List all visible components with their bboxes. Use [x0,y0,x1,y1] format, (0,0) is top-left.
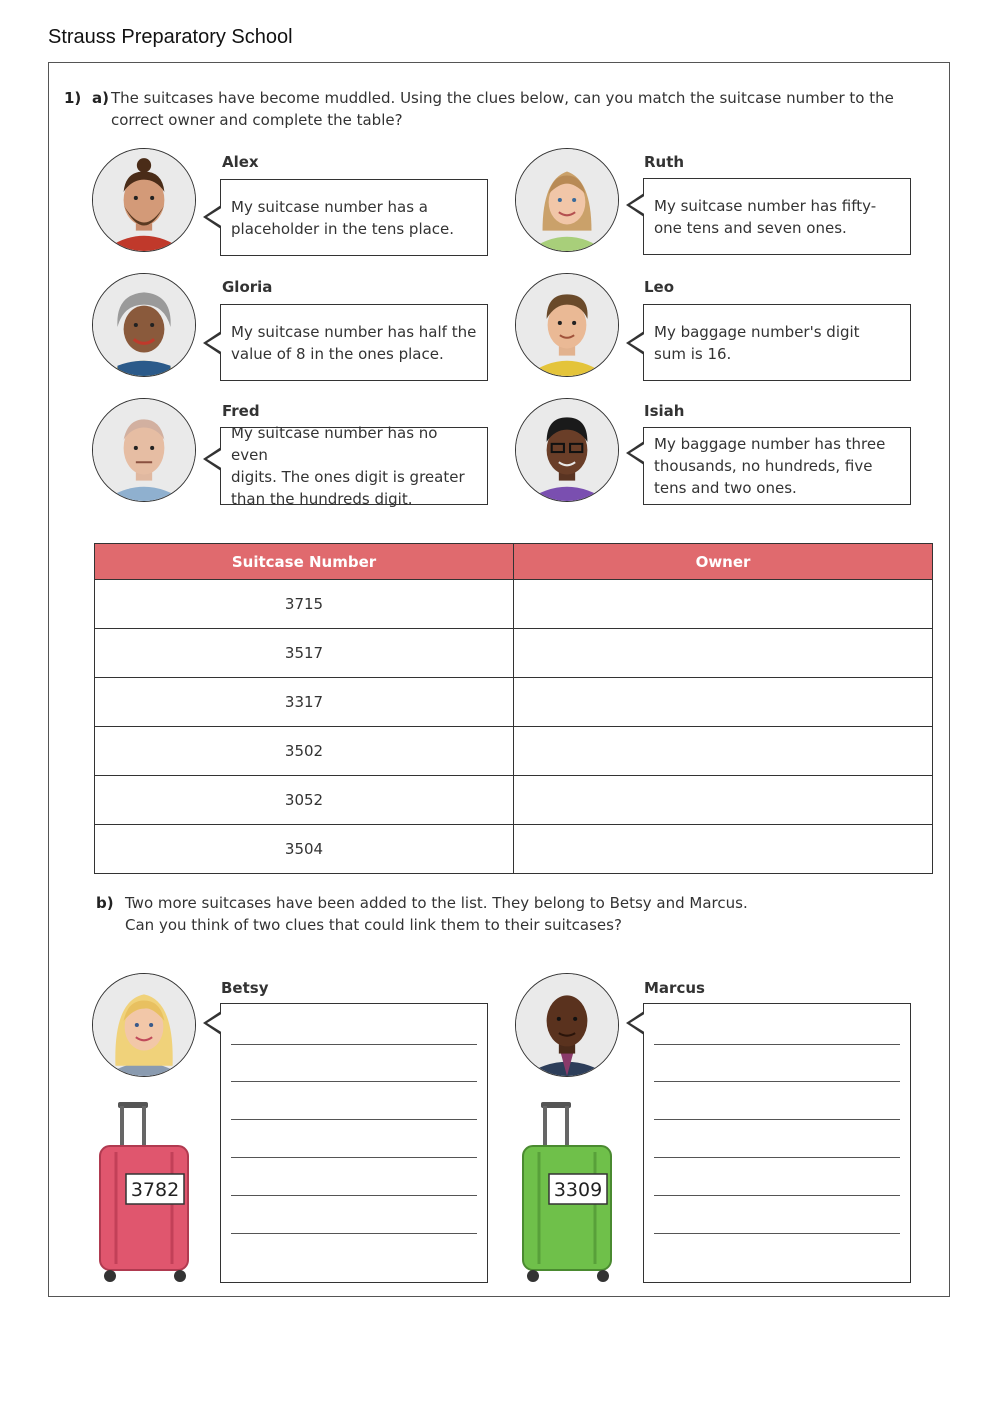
table-row [95,776,933,825]
clue-line: My suitcase number has a [231,197,428,216]
table-row [95,629,933,678]
marcus-suitcase [519,1100,617,1285]
table-header-row [95,544,933,580]
suitcase-number-cell: 3502 [95,727,514,776]
clue-line: value of 8 in the ones place. [231,344,444,363]
bubble-tail-fill [630,195,646,215]
clue-line: thousands, no hundreds, five [654,457,873,475]
suitcase-icon [519,1100,617,1285]
marcus-suitcase-body [523,1146,611,1270]
writing-line [654,1157,900,1158]
fred-name: Fred [222,402,260,420]
school-name: Strauss Preparatory School [48,26,293,48]
leo-clue-bubble [643,304,911,381]
gloria-name: Gloria [222,278,273,296]
suitcase-number-cell: 3517 [95,629,514,678]
part-a-text-line-1: The suitcases have become muddled. Using the clues below, can you match the suitcase number to the [111,89,894,107]
fred-clue-bubble [220,424,488,508]
ruth-name: Ruth [644,153,685,171]
writing-line [231,1157,477,1158]
betsy-clue-writing-box[interactable] [220,1003,488,1283]
marcus-name: Marcus [644,979,705,997]
clue-line: My suitcase number has fifty- [654,196,877,215]
owner-answer-cell[interactable] [514,678,933,727]
alex-clue-bubble [220,179,488,256]
writing-line [654,1195,900,1196]
clue-line: than the hundreds digit. [231,490,413,508]
part-b-text-line-1: Two more suitcases have been added to the list. They belong to Betsy and Marcus. [125,894,748,912]
marcus-suitcase-number-tag: 3309 [553,1179,603,1201]
bubble-tail-fill [630,1013,646,1033]
betsy-suitcase-number-tag: 3782 [130,1179,180,1201]
table-row [95,727,933,776]
ruth-portrait [515,148,619,252]
writing-line [654,1081,900,1082]
owner-answer-cell[interactable] [514,629,933,678]
suitcase-number-cell: 3317 [95,678,514,727]
table-row [95,825,933,874]
suitcase-owner-table [94,543,933,874]
question-number: 1) [64,89,82,107]
gloria-portrait [92,273,196,377]
owner-header: Owner [514,544,933,580]
part-a-text-line-2: correct owner and complete the table? [111,111,403,129]
alex-name: Alex [222,153,259,171]
betsy-portrait [92,973,196,1077]
writing-line [654,1044,900,1045]
marcus-clue-writing-box[interactable] [643,1003,911,1283]
leo-portrait [515,273,619,377]
clue-line: tens and two ones. [654,479,797,497]
isiah-portrait [515,398,619,502]
part-a-label: a) [92,89,109,107]
table-row [95,678,933,727]
clue-line: sum is 16. [654,344,732,363]
table-row [95,580,933,629]
bubble-tail-fill [630,333,646,353]
writing-line [231,1233,477,1234]
owner-answer-cell[interactable] [514,580,933,629]
clue-line: My baggage number has three [654,435,886,453]
writing-line [654,1233,900,1234]
part-b-text-line-2: Can you think of two clues that could link them to their suitcases? [125,916,622,934]
suitcase-number-header: Suitcase Number [95,544,514,580]
bubble-tail-fill [207,1013,223,1033]
suitcase-number-cell: 3052 [95,776,514,825]
writing-line [654,1119,900,1120]
owner-answer-cell[interactable] [514,776,933,825]
betsy-suitcase-body [100,1146,188,1270]
clue-line: My baggage number's digit [654,322,860,341]
clue-line: My suitcase number has no even [231,424,438,464]
writing-line [231,1081,477,1082]
writing-line [231,1119,477,1120]
owner-answer-cell[interactable] [514,727,933,776]
gloria-clue-bubble [220,304,488,381]
betsy-name: Betsy [221,979,269,997]
isiah-clue-bubble [643,427,911,505]
writing-line [231,1044,477,1045]
fred-portrait [92,398,196,502]
part-b-label: b) [96,894,114,912]
ruth-clue-bubble [643,178,911,255]
owner-answer-cell[interactable] [514,825,933,874]
bubble-tail-fill [207,333,223,353]
isiah-name: Isiah [644,402,685,420]
suitcase-number-cell: 3504 [95,825,514,874]
bubble-tail-fill [630,443,646,463]
marcus-portrait [515,973,619,1077]
clue-line: placeholder in the tens place. [231,219,455,238]
clue-line: My suitcase number has half the [231,322,477,341]
clue-line: digits. The ones digit is greater [231,468,465,486]
clue-line: one tens and seven ones. [654,218,847,237]
leo-name: Leo [644,278,675,296]
suitcase-number-cell: 3715 [95,580,514,629]
writing-line [231,1195,477,1196]
alex-portrait [92,148,196,252]
bubble-tail-fill [207,207,223,227]
bubble-tail-fill [207,449,223,469]
suitcase-icon [96,1100,194,1285]
betsy-suitcase [96,1100,194,1285]
